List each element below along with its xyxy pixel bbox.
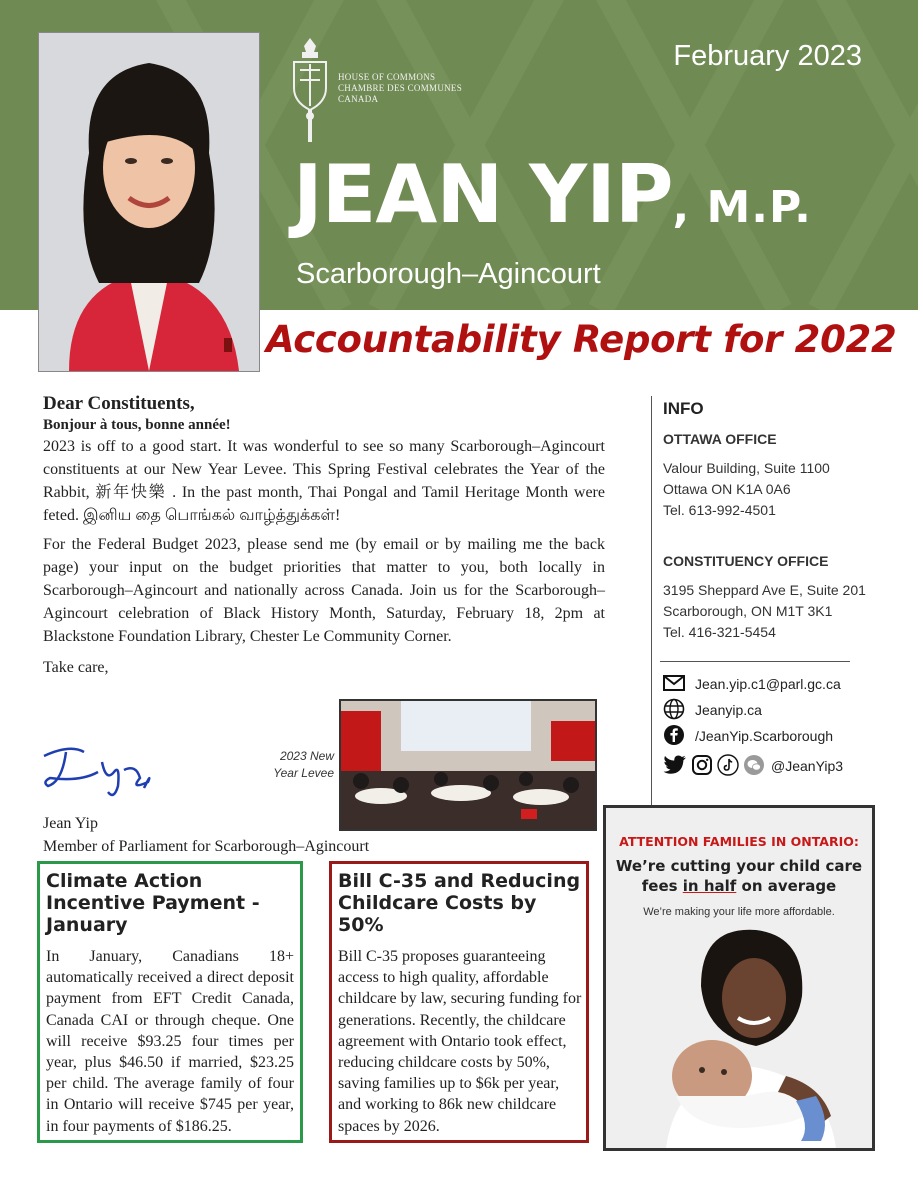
- mp-name: [293, 150, 812, 253]
- childcare-box: [329, 861, 589, 1143]
- letter-closing: Take care,: [43, 659, 109, 676]
- letter: [43, 392, 605, 679]
- constituency-office-address: [663, 580, 903, 643]
- childcare-body: Bill C-35 proposes guaranteeing access to high quality, affordable childcare by law, securing funding for generations. Recently, the childcare agreement with Ontario took effect, reducing childcare costs by 50%, saving families up to $6k per year, and working to 86k new childcare spaces by 2026.: [338, 948, 582, 1135]
- mp-suffix: , M.P.: [672, 182, 812, 233]
- climate-action-body: In January, Canadians 18+ automatically received a direct deposit payment from EFT Credit Canada, Canada CAI or through cheque. One will receive $93.25 four times per year, plus $46.50 if married, $23.25 per child. The average family of four in Ontario will receive $745 per year, in four payments of $186.25.: [46, 948, 294, 1135]
- social-handle[interactable]: @JeanYip3: [771, 758, 844, 774]
- website-contact[interactable]: [663, 699, 762, 721]
- ad-message-line-1: We’re cutting your child care: [615, 857, 863, 875]
- childcare-ad: [603, 805, 875, 1151]
- riding-name: Scarborough–Agincourt: [296, 258, 601, 290]
- info-divider: [651, 396, 652, 816]
- wechat-icon: [743, 754, 765, 779]
- constituency-office-label: CONSTITUENCY OFFICE: [663, 553, 829, 569]
- ad-tagline: We’re making your life more affordable.: [643, 906, 835, 918]
- ad-mother-baby-photo: [606, 926, 872, 1148]
- ad-line2-pre: fees: [641, 877, 683, 895]
- info-heading: INFO: [663, 399, 704, 418]
- constituency-address-line-2: Scarborough, ON M1T 3K1: [663, 603, 833, 619]
- signature-icon: [40, 742, 160, 802]
- signer-title: Member of Parliament for Scarborough–Agincourt: [43, 838, 370, 855]
- photo-caption-line-2: Year Levee: [273, 766, 334, 780]
- instagram-icon: [691, 754, 713, 779]
- letter-greeting: Dear Constituents,: [43, 393, 195, 414]
- house-line-2: CHAMBRE DES COMMUNES: [338, 83, 463, 93]
- tiktok-icon: [717, 754, 739, 779]
- twitter-icon: [663, 755, 687, 778]
- climate-action-title: Climate Action Incentive Payment - January: [46, 870, 260, 936]
- letter-bonjour: Bonjour à tous, bonne année!: [43, 417, 231, 433]
- globe-icon: [663, 698, 687, 723]
- levee-photo: [339, 699, 597, 831]
- constituency-phone: Tel. 416-321-5454: [663, 624, 776, 640]
- ottawa-address-line-1: Valour Building, Suite 1100: [663, 460, 830, 476]
- facebook-link[interactable]: /JeanYip.Scarborough: [695, 728, 834, 744]
- ad-line2-underlined: in half: [682, 877, 737, 895]
- signer-block: [43, 812, 369, 858]
- email-link[interactable]: Jean.yip.c1@parl.gc.ca: [695, 676, 841, 692]
- website-link[interactable]: Jeanyip.ca: [695, 702, 762, 718]
- facebook-contact[interactable]: [663, 725, 833, 747]
- signer-name: Jean Yip: [43, 815, 98, 832]
- info-rule: [660, 661, 850, 662]
- letter-paragraph-2: For the Federal Budget 2023, please send me (by email or by mailing me the back page) your input on the budget priorities that matter to you, both locally in Scarborough–Agincourt and nationally across Canada. Join us for the Scarborough–Agincourt celebration of Black History Month, Saturday, February 18, 2pm at Blackstone Foundation Library, Chester Le Community Corner.: [43, 536, 605, 645]
- ad-message-line-2: [606, 876, 872, 896]
- house-line-1: HOUSE OF COMMONS: [338, 72, 436, 82]
- issue-date: February 2023: [673, 40, 862, 72]
- ottawa-office-label: OTTAWA OFFICE: [663, 431, 777, 447]
- social-contact[interactable]: [663, 755, 843, 777]
- mp-portrait: [38, 32, 260, 372]
- house-of-commons-wordmark: [338, 72, 462, 105]
- ottawa-office-address: [663, 458, 903, 521]
- climate-action-box: [37, 861, 303, 1143]
- ad-headline: ATTENTION FAMILIES IN ONTARIO:: [619, 834, 859, 849]
- info-sidebar: [663, 398, 903, 643]
- ottawa-phone: Tel. 613-992-4501: [663, 502, 776, 518]
- envelope-icon: [663, 675, 687, 694]
- constituency-address-line-1: 3195 Sheppard Ave E, Suite 201: [663, 582, 866, 598]
- childcare-title: Bill C-35 and Reducing Childcare Costs by 50%: [338, 870, 581, 936]
- ottawa-address-line-2: Ottawa ON K1A 0A6: [663, 481, 791, 497]
- email-contact[interactable]: [663, 673, 841, 695]
- photo-caption-line-1: 2023 New: [279, 749, 334, 763]
- ad-message: [606, 856, 872, 896]
- house-line-3: CANADA: [338, 94, 379, 104]
- photo-caption: [248, 748, 334, 782]
- house-of-commons-crest-icon: [290, 36, 330, 144]
- mp-name-text: JEAN YIP: [293, 148, 673, 241]
- facebook-icon: [663, 724, 687, 749]
- report-title: Accountability Report for 2022: [266, 318, 897, 361]
- ad-line2-post: on average: [736, 877, 837, 895]
- letter-paragraph-1: 2023 is off to a good start. It was wonderful to see so many Scarborough–Agincourt constituents at our New Year Levee. This Spring Festival celebrates the Year of the Rabbit, 新年快樂 . In the past month, Thai Pongal and Tamil Heritage Month were feted. இனிய தை பொங்கல் வாழ்த்துக்கள்!: [43, 438, 605, 524]
